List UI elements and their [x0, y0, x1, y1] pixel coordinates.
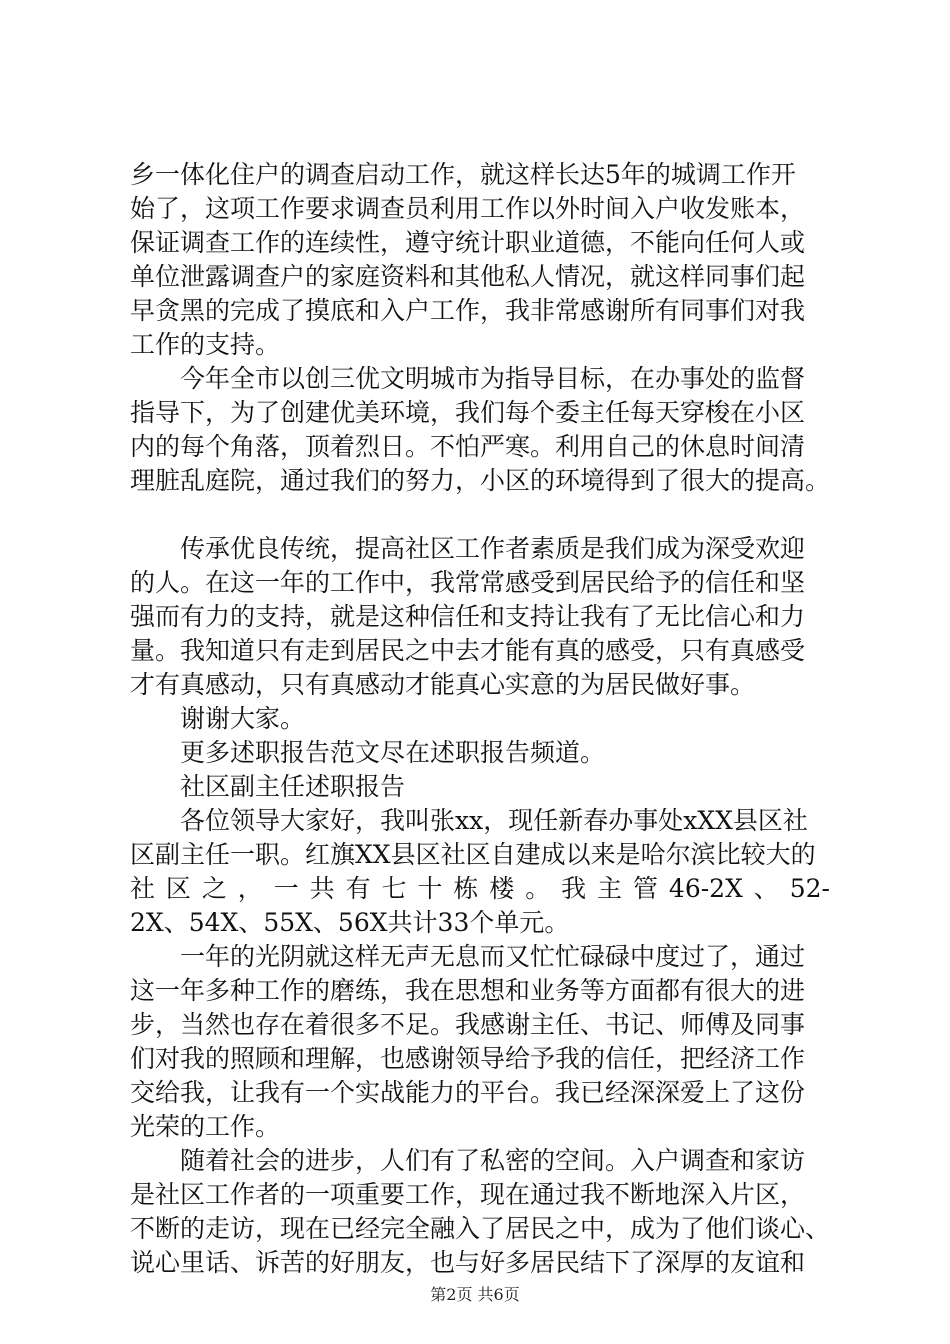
- text-line: 指导下，为了创建优美环境，我们每个委主任每天穿梭在小区: [130, 398, 806, 427]
- section-heading: 社区副主任述职报告: [180, 772, 406, 801]
- text-line: 们对我的照顾和理解，也感谢领导给予我的信任，把经济工作: [130, 1044, 806, 1073]
- page-number-footer: 第2页 共6页: [430, 1285, 520, 1304]
- text-line: 乡一体化住户的调查启动工作，就这样长达5年的城调工作开: [130, 160, 796, 189]
- document-body: [130, 158, 830, 1280]
- text-line: 的人。在这一年的工作中，我常常感受到居民给予的信任和坚: [130, 568, 806, 597]
- text-line: 谢谢大家。: [180, 704, 306, 733]
- text-line: 区副主任一职。红旗XX县区社区自建成以来是哈尔滨比较大的: [130, 840, 816, 869]
- text-line: 是社区工作者的一项重要工作，现在通过我不断地深入片区，: [130, 1180, 806, 1209]
- text-line: 理脏乱庭院，通过我们的努力，小区的环境得到了很大的提高。: [130, 466, 831, 495]
- text-line: 步，当然也存在着很多不足。我感谢主任、书记、师傅及同事: [130, 1010, 806, 1039]
- text-line: 社区之，一共有七十栋楼。我主管46-2X、52-: [130, 874, 830, 903]
- text-line: 单位泄露调查户的家庭资料和其他私人情况，就这样同事们起: [130, 262, 806, 291]
- text-line: 传承优良传统，提高社区工作者素质是我们成为深受欢迎: [180, 534, 806, 563]
- text-line: 光荣的工作。: [130, 1112, 281, 1141]
- text-line: 这一年多种工作的磨练，我在思想和业务等方面都有很大的进: [130, 976, 806, 1005]
- paragraph-gap: [130, 498, 830, 532]
- text-line: 一年的光阴就这样无声无息而又忙忙碌碌中度过了，通过: [180, 942, 806, 971]
- text-line: 强而有力的支持，就是这种信任和支持让我有了无比信心和力: [130, 602, 806, 631]
- text-line: 说心里话、诉苦的好朋友，也与好多居民结下了深厚的友谊和: [130, 1248, 806, 1277]
- text-line: 始了，这项工作要求调查员利用工作以外时间入户收发账本，: [130, 194, 806, 223]
- text-line: 工作的支持。: [130, 330, 281, 359]
- text-line: 2X、54X、55X、56X共计33个单元。: [130, 908, 570, 937]
- text-line: 更多述职报告范文尽在述职报告频道。: [180, 738, 606, 767]
- text-line: 保证调查工作的连续性，遵守统计职业道德，不能向任何人或: [130, 228, 806, 257]
- text-line: 才有真感动，只有真感动才能真心实意的为居民做好事。: [130, 670, 756, 699]
- text-line: 量。我知道只有走到居民之中去才能有真的感受，只有真感受: [130, 636, 806, 665]
- text-line: 早贪黑的完成了摸底和入户工作，我非常感谢所有同事们对我: [130, 296, 806, 325]
- text-line: 交给我，让我有一个实战能力的平台。我已经深深爱上了这份: [130, 1078, 806, 1107]
- text-line: 内的每个角落，顶着烈日。不怕严寒。利用自己的休息时间清: [130, 432, 806, 461]
- text-line: 各位领导大家好，我叫张xx，现任新春办事处xXX县区社: [180, 806, 808, 835]
- text-line: 不断的走访，现在已经完全融入了居民之中，成为了他们谈心、: [130, 1214, 831, 1243]
- text-line: 今年全市以创三优文明城市为指导目标，在办事处的监督: [180, 364, 806, 393]
- text-line: 随着社会的进步，人们有了私密的空间。入户调查和家访: [180, 1146, 806, 1175]
